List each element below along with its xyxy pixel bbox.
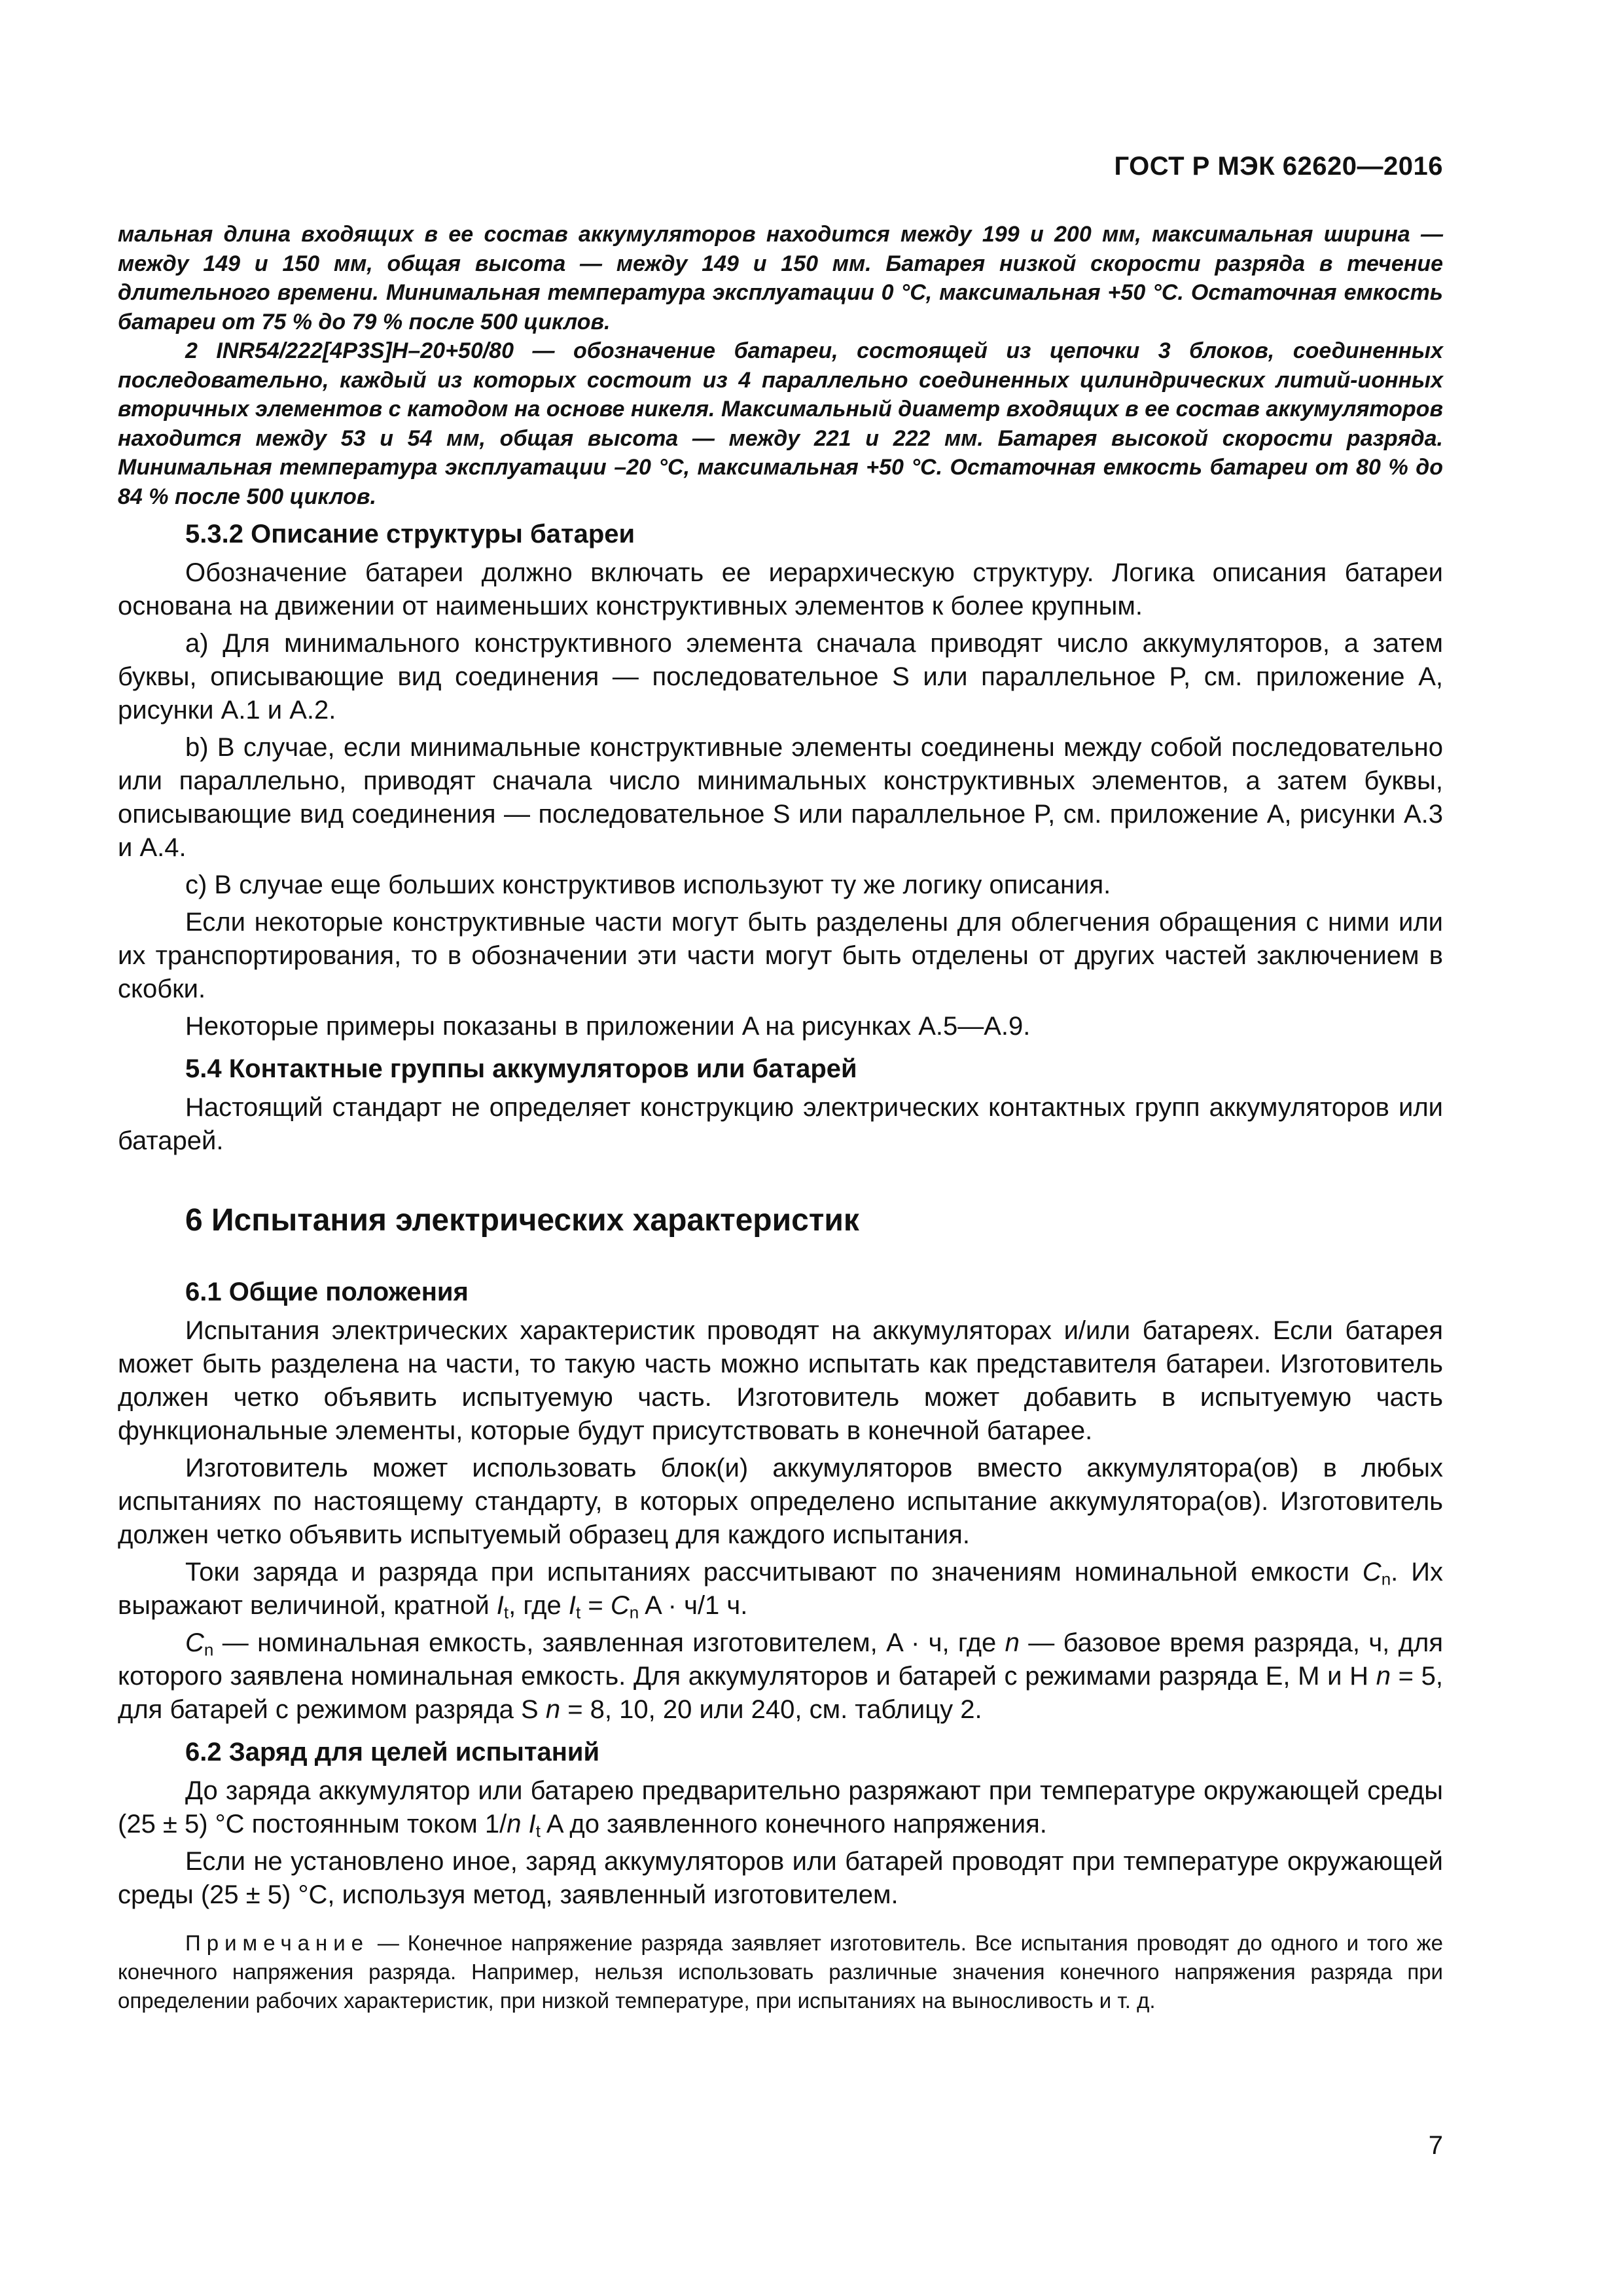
paragraph: Если некоторые конструктивные части могут быть разделены для облегчения обращения с ними или их транспортирования, то в обозначении эти части могут быть отделены от других частей заключением в скобки.: [118, 908, 1443, 1003]
heading-5-4: 5.4 Контактные группы аккумуляторов или батарей: [185, 1054, 857, 1083]
symbol-n: n: [1005, 1628, 1020, 1657]
list-item-b: b) В случае, если минимальные конструктивные элементы соединены между собой последовательно или параллельно, приводят сначала число минимальных конструктивных элементов, а затем буквы, описывающие вид соединения — последовательное S или параллельное P, см. приложение A, рисунки A.3 и A.4.: [118, 733, 1443, 862]
paragraph: Настоящий стандарт не определяет конструкцию электрических контактных групп аккумуляторов или батарей.: [118, 1093, 1443, 1155]
paragraph: Изготовитель может использовать блок(и) аккумуляторов вместо аккумулятора(ов) в любых испытаниях по настоящему стандарту, в которых определено испытание аккумулятора(ов). Изготовитель должен четко объявить испытуемый образец для каждого испытания.: [118, 1454, 1443, 1549]
symbol-I: I: [568, 1591, 576, 1620]
text-run: — номинальная емкость, заявленная изготовителем, A · ч, где: [213, 1628, 1005, 1657]
note-text: — Конечное напряжение разряда заявляет изготовитель. Все испытания проводят до одного и того же конечного напряжения разряда. Например, нельзя использовать различные значения конечного напряжения разряда при определении рабочих характеристик, при низкой температуре, при испытаниях на выносливость и т. д.: [118, 1931, 1444, 2013]
list-item-c: c) В случае еще больших конструктивов используют ту же логику описания.: [185, 870, 1111, 899]
text-run: = 5, для батарей с режимом разряда S: [118, 1662, 1443, 1724]
text-run: A · ч/1 ч.: [639, 1591, 748, 1620]
heading-6: 6 Испытания электрических характеристик: [185, 1203, 859, 1238]
subscript-t: t: [503, 1602, 509, 1623]
heading-5-3-2: 5.3.2 Описание структуры батареи: [185, 520, 635, 548]
symbol-n: n: [1376, 1662, 1391, 1691]
paragraph: Обозначение батареи должно включать ее иерархическую структуру. Логика описания батареи основана на движении от наименьших конструктивных элементов к более крупным.: [118, 558, 1443, 620]
heading-6-2: 6.2 Заряд для целей испытаний: [185, 1738, 600, 1767]
subscript-n: n: [1381, 1569, 1391, 1589]
page-content: [118, 220, 1443, 2015]
note-block: [118, 1929, 1443, 2015]
symbol-C: C: [185, 1628, 204, 1657]
text-run: Их выражают величиной, кратной: [118, 1558, 1443, 1620]
symbol-C: C: [1362, 1558, 1382, 1587]
note-label: Примечание: [185, 1931, 370, 1955]
paragraph: Испытания электрических характеристик проводят на аккумуляторах и/или батареях. Если батарея может быть разделена на части, то такую часть можно испытать как представителя батареи. Изготовитель должен четко объявить испытуемую часть. Изготовитель может добавить в испытуемую часть функциональные элементы, которые будут присутствовать в конечной батарее.: [118, 1316, 1443, 1445]
symbol-I: I: [496, 1591, 504, 1620]
symbol-I: I: [528, 1810, 536, 1839]
subscript-n: n: [204, 1640, 214, 1660]
text-run: .: [1391, 1558, 1399, 1587]
text-run: = 8, 10, 20 или 240, см. таблицу 2.: [560, 1695, 982, 1724]
subscript-t: t: [535, 1821, 541, 1841]
paragraph: Если не установлено иное, заряд аккумуляторов или батарей проводят при температуре окружающей среды (25 ± 5) °C, используя метод, заявленный изготовителем.: [118, 1847, 1443, 1909]
paragraph-discharge: [118, 1774, 1443, 1841]
text-run: =: [580, 1591, 611, 1620]
paragraph-currents: [118, 1556, 1443, 1623]
paragraph: Некоторые примеры показаны в приложении A на рисунках A.5—A.9.: [185, 1012, 1031, 1041]
page-number: 7: [1428, 2131, 1443, 2160]
symbol-n: n: [507, 1810, 522, 1839]
heading-6-1: 6.1 Общие положения: [185, 1278, 469, 1306]
text-run: — базовое время разряда, ч, для которого заявлена номинальная емкость. Для аккумуляторов и батарей с режимами разряда E, M и H: [118, 1628, 1443, 1691]
text-run: Токи заряда и разряда при испытаниях рассчитывают по значениям номинальной емкости: [185, 1558, 1363, 1587]
symbol-n: n: [545, 1695, 561, 1724]
paragraph-capacity: [118, 1626, 1443, 1727]
document-header: ГОСТ Р МЭК 62620—2016: [1114, 152, 1443, 181]
note-2: 2 INR54/222[4P3S]H–20+50/80 — обозначение батареи, состоящей из цепочки 3 блоков, соединенных последовательно, каждый из которых состоит из 4 параллельно соединенных цилиндрических литий-ионных вторичных элементов с катодом на основе никеля. Максимальный диаметр входящих в ее состав аккумуляторов находится между 53 и 54 мм, общая высота — между 221 и 222 мм. Батарея высокой скорости разряда. Минимальная температура эксплуатации –20 °C, максимальная +50 °C. Остаточная емкость батареи от 80 % до 84 % после 500 циклов.: [118, 338, 1443, 509]
note-1-continuation: мальная длина входящих в ее состав аккумуляторов находится между 199 и 200 мм, максимальная ширина — между 149 и 150 мм, общая высота — между 149 и 150 мм. Батарея низкой скорости разряда в течение длительного времени. Минимальная температура эксплуатации 0 °C, максимальная +50 °C. Остаточная емкость батареи от 75 % до 79 % после 500 циклов.: [118, 222, 1443, 334]
text-run: A до заявленного конечного напряжения.: [540, 1810, 1047, 1839]
list-item-a: a) Для минимального конструктивного элемента сначала приводят число аккумуляторов, а затем буквы, описывающие вид соединения — последовательное S или параллельное P, см. приложение A, рисунки A.1 и A.2.: [118, 629, 1443, 725]
symbol-C: C: [610, 1591, 630, 1620]
text-run: До заряда аккумулятор или батарею предварительно разряжают при температуре окружающей среды (25 ± 5) °C постоянным током 1/: [118, 1776, 1443, 1839]
text-run: , где: [508, 1591, 569, 1620]
subscript-n: n: [629, 1602, 639, 1623]
subscript-t: t: [575, 1602, 581, 1623]
